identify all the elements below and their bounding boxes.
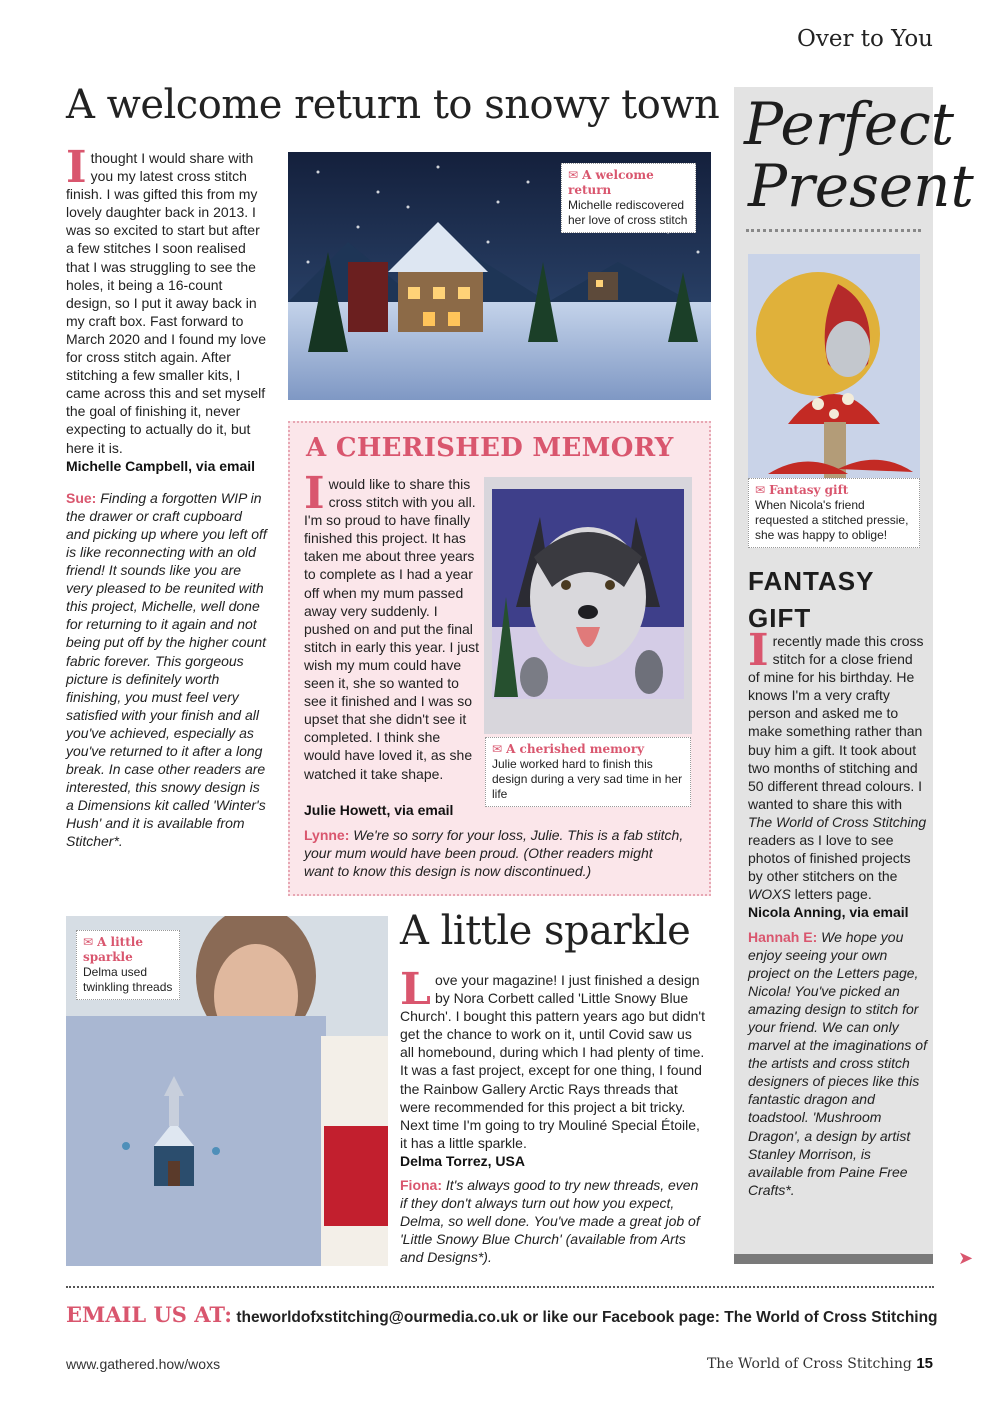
dropcap: I — [66, 142, 87, 193]
cherished-memory-box — [288, 421, 711, 896]
welcome-caption: ✉ A welcome return Michelle rediscovered her love of cross stitch — [561, 163, 696, 233]
next-page-arrow-icon: ➤ — [958, 1248, 974, 1268]
memory-heading: A CHERISHED MEMORY — [306, 433, 674, 463]
welcome-signature: Michelle Campbell, via email — [66, 457, 256, 474]
mail-icon: ✉ — [568, 168, 579, 182]
sparkle-caption: ✉ A little sparkle Delma used twinkling threads — [76, 930, 180, 1000]
email-text[interactable]: theworldofxstitching@ourmedia.co.uk or like our Facebook page: The World of Cross Stitching — [232, 1309, 938, 1326]
footer-divider — [66, 1286, 934, 1288]
mail-icon: ✉ — [492, 742, 503, 756]
memory-body: would like to share this cross stitch with you all. I'm so proud to have finally finished this project. It has taken me about three years to complete as I had a year off when my mum passed away very suddenly. I pushed on and put the final stitch in early this year. I just wish my mum could have seen it, she so wanted to see it finished and I was so upset that she didn't see it completed. I think she would have loved it, as she watched it take shape. — [304, 476, 480, 782]
perfect-present-column — [734, 87, 974, 1264]
footer-magazine: The World of Cross Stitching 15 — [706, 1355, 933, 1372]
mail-icon: ✉ — [83, 935, 94, 949]
email-us-line — [66, 1302, 938, 1327]
memory-reply: Lynne: We're so sorry for your loss, Julie. This is a fab stitch, your mum would have been proud. (Other readers might want to know this design is now discontinued.) — [304, 827, 684, 880]
dropcap: L — [400, 964, 431, 1015]
email-label: EMAIL US AT: — [66, 1302, 233, 1327]
page-number: 15 — [916, 1355, 933, 1372]
perfect-present-title: Perfect Present — [744, 90, 974, 220]
divider — [746, 229, 921, 232]
sidebar-reply: Hannah E: We hope you enjoy seeing your own project on the Letters page, Nicola! You've picked an amazing design to stitch for your friend. We can only marvel at the imaginations of the artists and cross stitch designers of pieces like this fantastic dragon and toadstool. 'Mushroom Dragon', a design by artist Stanley Morrison, is available from Paine Free Crafts*. — [748, 928, 927, 1198]
sidebar-reply-name: Hannah E: — [748, 928, 818, 945]
husky-photo — [484, 477, 692, 734]
welcome-letter — [66, 142, 268, 851]
sparkle-letter — [400, 964, 706, 1267]
memory-signature: Julie Howett, via email — [304, 802, 454, 818]
sparkle-reply-name: Fiona: — [400, 1177, 442, 1194]
column-base-bar — [734, 1254, 933, 1264]
headline-sparkle: A little sparkle — [400, 908, 691, 954]
sidebar-letter: I recently made this cross stitch for a close friend of mine for his birthday. He knows I'm a very crafty person and asked me to make something rather than buy him a gift. It took about two months of stitching and 50 different thread colours. I wanted to share this with The World of Cross Stitching readers as I love to see photos of finished projects by other stitchers on the WOXS letters page. Nicola Anning, via email Hannah E: We hope you enjoy seeing your own project on the Letters page, Nicola! You've picked an amazing design to stitch for your friend. We can only marvel at the imaginations of the artists and cross stitch designers of pieces like this fantastic dragon and toadstool. 'Mushroom Dragon', a design by artist Stanley Morrison, is available from Paine Free Crafts*. — [748, 625, 927, 1198]
sparkle-signature: Delma Torrez, USA — [400, 1152, 525, 1169]
sparkle-body: ove your magazine! I just finished a design by Nora Corbett called 'Little Snowy Blue Church'. I bought this pattern years ago but didn't get the chance to work on it, until Covid saw us all homebound, during which I had plenty of time. It was a fast project, except for one thing, I found the Rainbow Gallery Arctic Rays threads that were recommended for this project a bit tricky. Next time I'm going to try Mouliné Special Étoile, it has a little sparkle. — [400, 972, 705, 1151]
sidebar-caption: ✉ Fantasy gift When Nicola's friend requested a stitched pressie, she was happy to oblige! — [748, 478, 920, 548]
headline-welcome: A welcome return to snowy town — [66, 82, 720, 128]
memory-letter — [304, 468, 480, 783]
welcome-body: thought I would share with you my latest cross stitch finish. I was gifted this from my lovely daughter back in 2013. I was so excited to start but after a few stitches I soon realised that I was struggling to see the holes, it being a 16-count design, so I put it away back in my craft box. Fast forward to March 2020 and I found my love for cross stitch again. After stitching a few smaller kits, I came across this and set myself the goal of finishing it, never expecting to actually do it, but here it is. — [66, 150, 267, 456]
welcome-reply: Sue: Finding a forgotten WIP in the drawer or craft cupboard and picking up where you left off is like reconnecting with an old friend! It sounds like you are very pleased to be reunited with this project, Michelle, well done for returning to it again and not being put off by the higher count fabric forever. This gorgeous picture is definitely worth finishing, you must feel very satisfied with your finish and all you've achieved, especially as you've returned to it after a long break. In case other readers are interested, this snowy design is a Dimensions kit called 'Winter's Hush' and it is available from Stitcher*. — [66, 489, 267, 850]
section-label: Over to You — [796, 26, 933, 52]
welcome-reply-name: Sue: — [66, 489, 97, 506]
memory-caption: ✉ A cherished memory Julie worked hard to finish this design during a very sad time in her life — [485, 737, 691, 807]
footer-url[interactable]: www.gathered.how/woxs — [66, 1356, 221, 1372]
mail-icon: ✉ — [755, 483, 766, 497]
memory-reply-name: Lynne: — [304, 827, 350, 843]
sparkle-reply: Fiona: It's always good to try new threads, even if they don't always turn out how you expect, Delma, so well done. You've made a great job of 'Little Snowy Blue Church' (available from Arts and Designs*). — [400, 1177, 700, 1266]
dropcap: I — [748, 625, 769, 676]
dropcap: I — [304, 468, 325, 519]
fantasy-gift-heading: FANTASY GIFT — [748, 566, 874, 633]
sidebar-signature: Nicola Anning, via email — [748, 904, 909, 921]
